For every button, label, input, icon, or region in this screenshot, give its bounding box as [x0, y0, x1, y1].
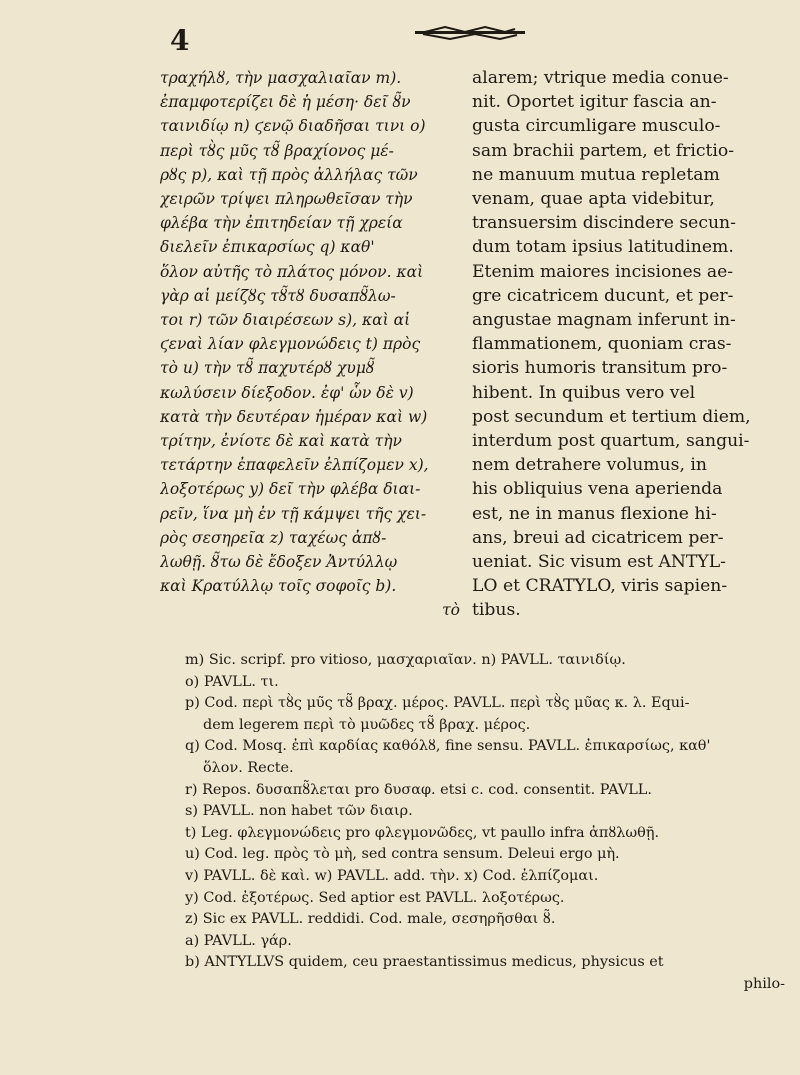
greek-line: τρίτην, ἐνίοτε δὲ καὶ κατὰ τὴν	[160, 432, 402, 451]
footnote: q) Cod. Mosq. ἐπὶ καρδίας καθόλȣ, fine sensu. PAVLL. ἐπικαρσίως, καθ'	[185, 738, 711, 755]
latin-line: alarem; vtrique media conue-	[472, 68, 729, 88]
greek-line: περὶ τȣ̀ς μυ̃ς τȣ̃ βραχίονος μέ-	[160, 141, 394, 160]
footnote: t) Leg. φλεγμονώδεις pro φλεγμονῶδες, vt paullo infra ἀπȣλωθῇ.	[185, 824, 660, 841]
greek-line: τὸ u) τὴν τȣ̃ παχυτέρȣ χυμȣ̃	[160, 359, 375, 378]
latin-line: sioris humoris transitum pro-	[472, 358, 728, 379]
latin-line: nem detrahere volumus, in	[472, 455, 707, 476]
footnote: u) Cod. leg. πρὸς τὸ μὴ, sed contra sensum. Deleui ergo μὴ.	[185, 846, 620, 863]
footnote: m) Sic. scripf. pro vitioso, μασχαριαῖαν. n) PAVLL. ταινιδίῳ.	[185, 652, 626, 668]
page-number: 4	[170, 24, 190, 57]
footnotes	[185, 650, 785, 996]
footnote-continuation: ὅλον. Recte.	[203, 759, 294, 776]
latin-line: dum totam ipsius latitudinem.	[472, 237, 734, 258]
greek-line: κωλύσειν δίεξοδον. ἐφ' ὧν δὲ v)	[160, 383, 414, 402]
footnote: z) Sic ex PAVLL. reddidi. Cod. male, σεσηρῆσθαι ȣ̃.	[185, 911, 556, 928]
latin-line: Etenim maiores incisiones ae-	[472, 261, 734, 282]
latin-line: ans, breui ad cicatricem per-	[472, 527, 724, 548]
greek-line: ἐπαμφοτερίζει δὲ ἡ μέση· δεῖ ȣ̃ν	[160, 93, 411, 112]
greek-line: κατὰ τὴν δευτέραν ἡμέραν καὶ w)	[160, 407, 428, 426]
latin-line: nit. Oportet igitur fascia an-	[472, 92, 717, 113]
footnote: r) Repos. δυσαπȣ̃λεται pro δυσαφ. etsi c. cod. consentit. PAVLL.	[185, 781, 652, 798]
latin-line: est, ne in manus flexione hi-	[472, 503, 717, 524]
latin-line: interdum post quartum, sangui-	[472, 431, 750, 452]
latin-line: hibent. In quibus vero vel	[472, 382, 696, 403]
greek-line: ταινιδίῳ n) ϛενῷ διαδῆσαι τινι o)	[160, 117, 426, 136]
latin-line: ne manuum mutua repletam	[472, 164, 720, 185]
greek-line: ρὸς σεσηρεῖα z) ταχέως ἀπȣ-	[160, 528, 387, 547]
latin-line: his obliquius vena aperienda	[472, 479, 723, 500]
latin-line: post secundum et tertium diem,	[472, 406, 751, 427]
greek-line: ϛεναὶ λίαν φλεγμονώδεις t) πρὸς	[160, 335, 421, 354]
greek-line: λωθῇ. ȣ̃τω δὲ ἔδοξεν Ἀντύλλῳ	[160, 553, 398, 572]
greek-line: ὅλον αὐτῆς τὸ πλάτος μόνον. καὶ	[160, 262, 424, 281]
latin-line: gusta circumligare musculo-	[472, 116, 721, 137]
footnote: s) PAVLL. non habet τῶν διαιρ.	[185, 803, 413, 820]
latin-line: venam, quae apta videbitur,	[472, 189, 715, 210]
latin-line: angustae magnam inferunt in-	[472, 310, 736, 331]
latin-line-end: tibus.	[472, 600, 521, 621]
latin-line: transuersim discindere secun-	[472, 213, 736, 234]
footnote: a) PAVLL. γάρ.	[185, 932, 292, 949]
greek-line: ρȣς p), καὶ τῇ πρὸς ἀλλήλας τῶν	[160, 165, 418, 184]
greek-line: καὶ Κρατύλλῳ τοῖς σοφοῖς b).	[160, 577, 397, 596]
greek-text-column	[160, 66, 460, 623]
latin-line: sam brachii partem, et frictio-	[472, 140, 735, 161]
greek-line: τοι r) τῶν διαιρέσεων s), καὶ αἱ	[160, 311, 411, 330]
greek-line: τραχήλȣ, τὴν μασχαλιαῖαν m).	[160, 69, 402, 87]
footnote: b) ANTYLLVS quidem, ceu praestantissimus medicus, physicus et	[185, 954, 664, 971]
footnote-catchword: philo-	[743, 975, 785, 992]
latin-line: LO et CRATYLO, viris sapien-	[472, 576, 728, 597]
greek-line: ρεῖν, ἵνα μὴ ἐν τῇ κάμψει τῆς χει-	[160, 504, 427, 523]
footnote: v) PAVLL. δὲ καὶ. w) PAVLL. add. τὴν. x) Cod. ἐλπίζομαι.	[185, 867, 599, 884]
footnote: p) Cod. περὶ τȣ̀ς μυ̃ς τȣ̃ βραχ. μέρος. PAVLL. περὶ τȣ̀ς μυ̃ας κ. λ. Equi-	[185, 695, 690, 712]
footnote-continuation: dem legerem περὶ τὸ μυῶδες τȣ̃ βραχ. μέρος.	[203, 716, 531, 733]
greek-line: γὰρ αἱ μείζȣς τȣ̃τȣ δυσαπȣ̃λω-	[160, 286, 396, 305]
header-ornament	[415, 26, 525, 40]
footnote: y) Cod. ἐξοτέρως. Sed aptior est PAVLL. λοξοτέρως.	[185, 889, 565, 906]
greek-line: φλέβα τὴν ἐπιτηδείαν τῇ χρεία	[160, 214, 403, 233]
greek-line: διελεῖν ἐπικαρσίως q) καθ'	[160, 238, 375, 257]
footnote: o) PAVLL. τι.	[185, 673, 279, 690]
greek-line: τετάρτην ἐπαφελεῖν ἐλπίζομεν x),	[160, 456, 429, 475]
latin-line: gre cicatricem ducunt, et per-	[472, 285, 734, 306]
greek-line: λοξοτέρως y) δεῖ τὴν φλέβα διαι-	[160, 480, 421, 499]
greek-catchword: τὸ	[442, 601, 460, 620]
latin-line: flammationem, quoniam cras-	[472, 334, 732, 355]
greek-line: χειρῶν τρίψει πληρωθεῖσαν τὴν	[160, 190, 413, 209]
latin-line: ueniat. Sic visum est ANTYL-	[472, 552, 726, 573]
latin-text-column	[472, 66, 780, 623]
